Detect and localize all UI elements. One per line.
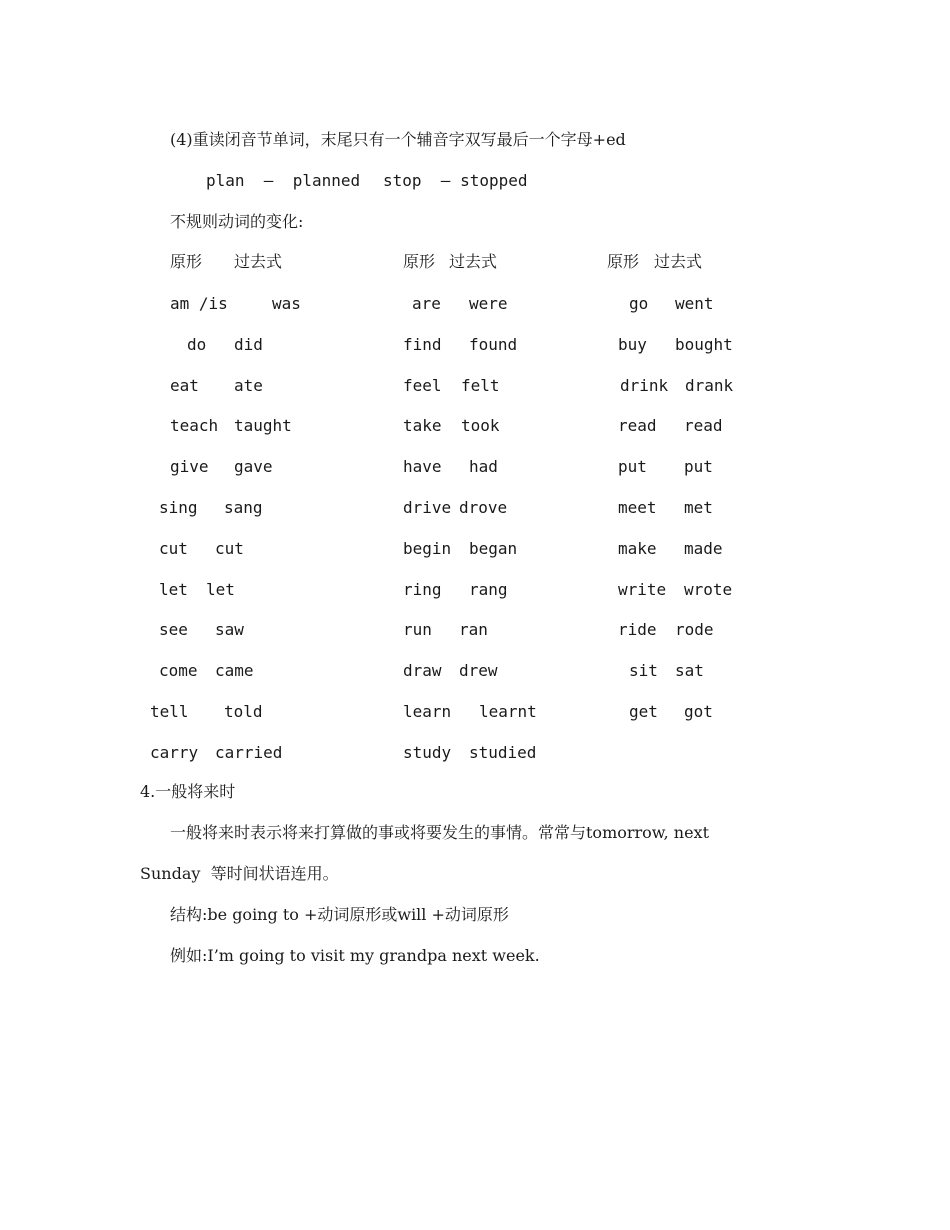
- verb-past-form: drove: [459, 498, 508, 517]
- verb-past-form: carried: [215, 743, 283, 762]
- section-4-description-line-1: 一般将来时表示将来打算做的事或将要发生的事情。常常与tomorrow, next: [170, 823, 709, 842]
- verb-base-form: give: [170, 457, 209, 476]
- section-4-structure: 结构:be going to +动词原形或will +动词原形: [170, 905, 509, 924]
- verb-base-form: read: [618, 416, 657, 435]
- verb-base-form: buy: [618, 335, 647, 354]
- verb-past-form: came: [215, 661, 254, 680]
- section-4-description-line-2: Sunday 等时间状语连用。: [140, 864, 339, 883]
- verb-base-form: learn: [403, 702, 452, 721]
- column-header-past-3: 过去式: [654, 252, 703, 271]
- verb-past-form: learnt: [479, 702, 537, 721]
- verb-past-form: bought: [675, 335, 733, 354]
- verb-base-form: see: [159, 620, 188, 639]
- verb-past-form: told: [224, 702, 263, 721]
- verb-past-form: did: [234, 335, 263, 354]
- verb-past-form: read: [684, 416, 723, 435]
- verb-base-form: ring: [403, 580, 442, 599]
- verb-past-form: ate: [234, 376, 263, 395]
- irregular-verbs-title: 不规则动词的变化:: [170, 212, 304, 231]
- verb-past-form: found: [469, 335, 518, 354]
- verb-past-form: rang: [469, 580, 508, 599]
- verb-base-form: tell: [150, 702, 189, 721]
- verb-base-form: make: [618, 539, 657, 558]
- verb-past-form: taught: [234, 416, 292, 435]
- verb-base-form: meet: [618, 498, 657, 517]
- verb-past-form: took: [461, 416, 500, 435]
- verb-base-form: sing: [159, 498, 198, 517]
- verb-past-form: studied: [469, 743, 537, 762]
- verb-past-form: met: [684, 498, 713, 517]
- verb-past-form: gave: [234, 457, 273, 476]
- verb-past-form: sang: [224, 498, 263, 517]
- verb-base-form: drink: [620, 376, 669, 395]
- verb-past-form: began: [469, 539, 518, 558]
- verb-base-form: find: [403, 335, 442, 354]
- verb-past-form: sat: [675, 661, 704, 680]
- verb-past-form: put: [684, 457, 713, 476]
- verb-base-form: cut: [159, 539, 188, 558]
- verb-past-form: were: [469, 294, 508, 313]
- verb-base-form: go: [629, 294, 649, 313]
- verb-past-form: saw: [215, 620, 244, 639]
- verb-base-form: study: [403, 743, 452, 762]
- verb-base-form: let: [159, 580, 188, 599]
- column-header-base-3: 原形: [607, 252, 640, 271]
- verb-past-form: went: [675, 294, 714, 313]
- verb-past-form: was: [272, 294, 301, 313]
- verb-past-form: got: [684, 702, 713, 721]
- verb-past-form: ran: [459, 620, 488, 639]
- verb-past-form: rode: [675, 620, 714, 639]
- column-header-base-1: 原形: [170, 252, 203, 271]
- verb-past-form: let: [206, 580, 235, 599]
- verb-past-form: drew: [459, 661, 498, 680]
- verb-base-form: drive: [403, 498, 452, 517]
- verb-base-form: put: [618, 457, 647, 476]
- verb-base-form: do: [187, 335, 207, 354]
- verb-past-form: drank: [685, 376, 734, 395]
- column-header-base-2: 原形: [403, 252, 436, 271]
- rule-4-example-plan: plan – planned: [206, 171, 361, 190]
- verb-base-form: get: [629, 702, 658, 721]
- verb-past-form: wrote: [684, 580, 733, 599]
- verb-past-form: had: [469, 457, 498, 476]
- verb-base-form: take: [403, 416, 442, 435]
- section-4-example: 例如:I’m going to visit my grandpa next week.: [170, 946, 540, 965]
- column-header-past-2: 过去式: [449, 252, 498, 271]
- verb-base-form: draw: [403, 661, 442, 680]
- verb-base-form: ride: [618, 620, 657, 639]
- section-4-heading: 4.一般将来时: [140, 782, 236, 801]
- verb-base-form: begin: [403, 539, 452, 558]
- verb-base-form: have: [403, 457, 442, 476]
- verb-past-form: cut: [215, 539, 244, 558]
- verb-past-form: felt: [461, 376, 500, 395]
- verb-base-form: run: [403, 620, 432, 639]
- verb-base-form: am /is: [170, 294, 228, 313]
- column-header-past-1: 过去式: [234, 252, 283, 271]
- verb-base-form: write: [618, 580, 667, 599]
- verb-base-form: come: [159, 661, 198, 680]
- verb-base-form: are: [412, 294, 441, 313]
- verb-past-form: made: [684, 539, 723, 558]
- rule-4-example-stop: stop – stopped: [383, 171, 528, 190]
- verb-base-form: feel: [403, 376, 442, 395]
- verb-base-form: sit: [629, 661, 658, 680]
- verb-base-form: eat: [170, 376, 199, 395]
- rule-4-heading: (4)重读闭音节单词，末尾只有一个辅音字双写最后一个字母+ed: [170, 130, 626, 149]
- verb-base-form: teach: [170, 416, 219, 435]
- verb-base-form: carry: [150, 743, 199, 762]
